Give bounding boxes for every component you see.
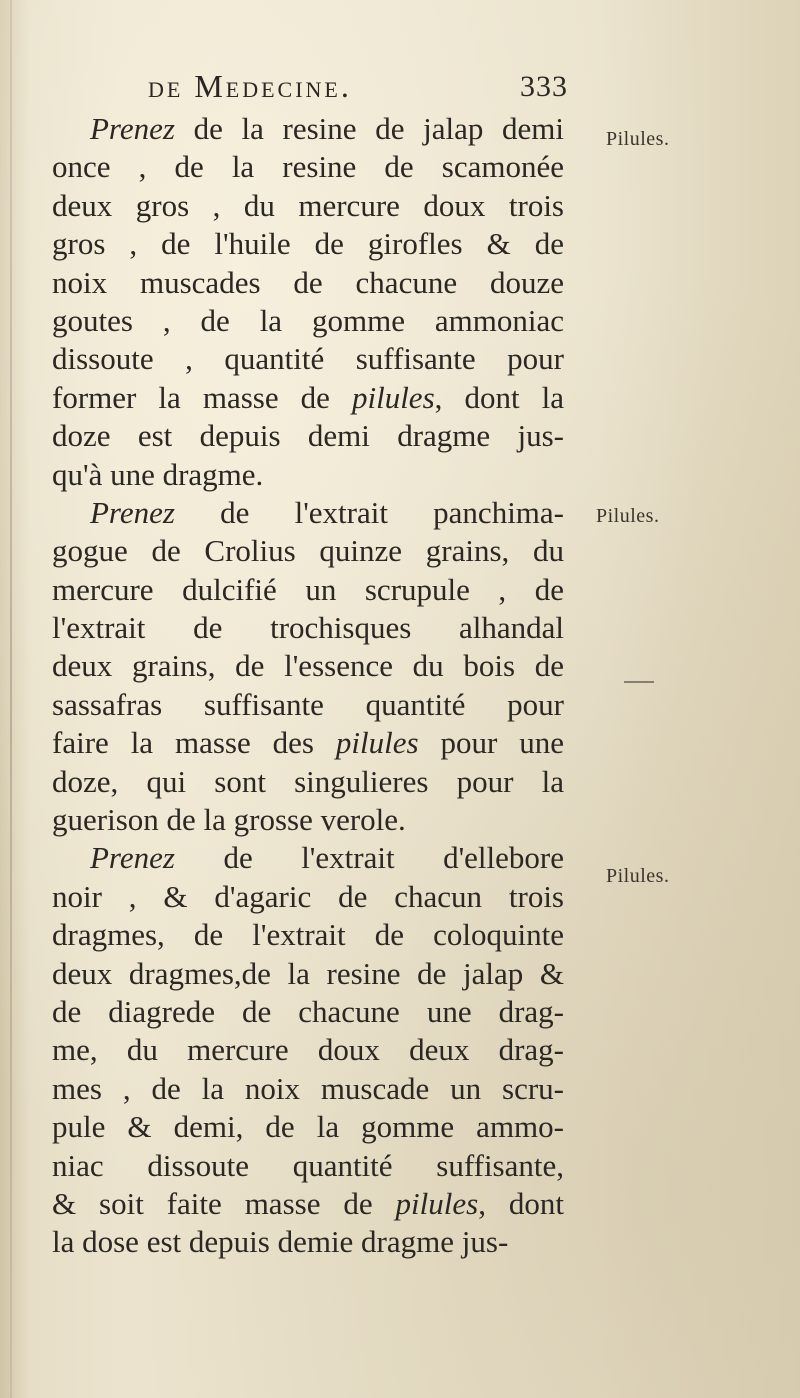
text-line [52, 1223, 564, 1261]
body-text [52, 110, 564, 1262]
text-run: dissoute , quantité suffisante pour [52, 341, 564, 377]
text-line [52, 1147, 564, 1185]
text-run: , dont [478, 1185, 564, 1221]
text-line [52, 1070, 564, 1108]
text-run: de la resine de jalap demi [174, 111, 564, 146]
text-line [52, 955, 564, 993]
text-line [52, 609, 564, 647]
text-run: de l'extrait panchima- [174, 494, 564, 530]
italic-term: pilules [335, 725, 419, 761]
text-line [52, 187, 564, 225]
text-line [52, 110, 564, 148]
text-run: niac dissoute quantité suffisante, [52, 1147, 564, 1183]
italic-term: Prenez [90, 111, 175, 146]
text-run: once , de la resine de scamonée [52, 149, 564, 185]
text-run: deux gros , du mercure doux trois [52, 187, 564, 223]
text-run: noir , & d'agaric de chacun trois [52, 878, 564, 914]
text-line [52, 225, 564, 263]
text-line [52, 340, 564, 378]
text-run: qu'à une dragme. [52, 456, 264, 492]
running-header [148, 68, 568, 108]
text-line [52, 532, 564, 570]
text-line [52, 148, 564, 186]
italic-term: Prenez [90, 494, 175, 530]
running-title: de Medecine. [148, 68, 352, 104]
text-line [52, 1031, 564, 1069]
margin-note-pilules-1: Pilules. [606, 128, 670, 150]
text-run: pule & demi, de la gomme ammo- [52, 1109, 564, 1145]
text-run: deux grains, de l'essence du bois de [52, 648, 564, 684]
text-line [52, 686, 564, 724]
text-run: & soit faite masse de [52, 1185, 396, 1221]
margin-dash [624, 681, 654, 683]
text-run: la dose est depuis demie dragme jus- [52, 1224, 509, 1260]
italic-term: pilules [395, 1185, 479, 1221]
italic-term: Prenez [90, 840, 175, 876]
text-line [52, 801, 564, 839]
text-run: gogue de Crolius quinze grains, du [52, 533, 564, 569]
text-run: dragmes, de l'extrait de coloquinte [52, 917, 564, 953]
text-line [52, 302, 564, 340]
text-run: de l'extrait d'ellebore [174, 840, 564, 876]
text-line [52, 264, 564, 302]
text-run: mes , de la noix muscade un scru- [52, 1070, 564, 1106]
text-run: me, du mercure doux deux drag- [52, 1032, 564, 1068]
margin-note-pilules-3: Pilules. [606, 865, 670, 887]
italic-term: pilules [351, 379, 435, 415]
text-run: noix muscades de chacune douze [52, 264, 564, 300]
text-line [52, 839, 564, 877]
text-run: doze est depuis demi dragme jus- [52, 418, 564, 454]
text-run: former la masse de [52, 379, 352, 415]
text-run: pour une [418, 725, 564, 761]
text-run: doze, qui sont singulieres pour la [52, 763, 564, 799]
text-run: mercure dulcifié un scrupule , de [52, 571, 564, 607]
margin-note-pilules-2: Pilules. [596, 505, 660, 527]
text-line [52, 494, 564, 532]
text-line [52, 1185, 564, 1223]
text-line [52, 916, 564, 954]
text-line [52, 379, 564, 417]
text-run: goutes , de la gomme ammoniac [52, 302, 564, 338]
text-line [52, 993, 564, 1031]
text-line [52, 456, 564, 494]
text-line [52, 878, 564, 916]
text-run: l'extrait de trochisques alhandal [52, 610, 564, 646]
text-run: deux dragmes,de la resine de jalap & [52, 955, 564, 991]
text-line [52, 1108, 564, 1146]
text-run: guerison de la grosse verole. [52, 802, 406, 838]
text-run: sassafras suffisante quantité pour [52, 686, 564, 722]
gutter-shadow [10, 0, 12, 1398]
text-line [52, 417, 564, 455]
text-run: faire la masse des [52, 725, 336, 761]
text-line [52, 763, 564, 801]
text-line [52, 571, 564, 609]
text-run: , dont la [434, 379, 564, 415]
text-run: gros , de l'huile de girofles & de [52, 226, 564, 262]
text-run: de diagrede de chacune une drag- [52, 993, 564, 1029]
text-line [52, 647, 564, 685]
page-number: 333 [520, 70, 568, 103]
text-line [52, 724, 564, 762]
